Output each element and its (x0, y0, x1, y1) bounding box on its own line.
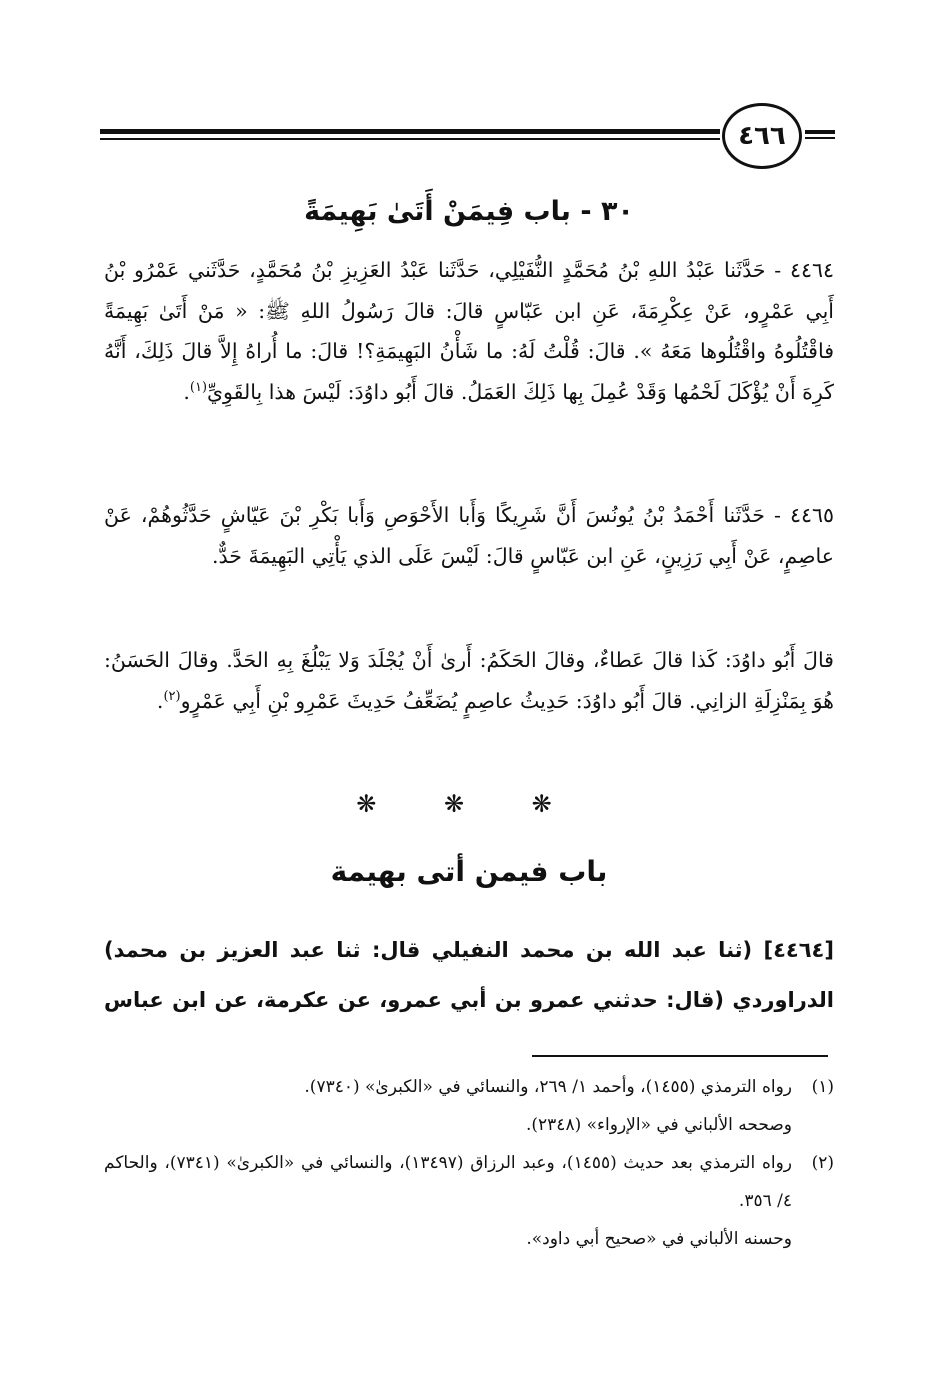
hadith-4464 (104, 250, 834, 412)
commentary-line-1: [٤٤٦٤] (ثنا عبد الله بن محمد النفيلي قال: ثنا عبد العزيز بن محمد) (104, 938, 834, 962)
commentary-line-2: الدراوردي (قال: حدثني عمرو بن أبي عمرو، عن عكرمة، عن ابن عباس (104, 988, 834, 1012)
header-rule (100, 126, 720, 146)
abu-dawud-note-end: . (156, 688, 164, 713)
footnote-body (104, 1144, 792, 1258)
chapter-title: ٣٠ - باب فِيمَنْ أَتَىٰ بَهِيمَةً (304, 196, 634, 227)
abu-dawud-note-text: قالَ أَبُو داوُدَ: كَذا قالَ عَطاءٌ، وقالَ الحَكَمُ: أَرىٰ أَنْ يُجْلَدَ وَلا يَبْلُغَ بِهِ الحَدَّ. وقالَ الحَسَنُ: هُوَ بِمَنْزِلَةِ الزانِي. قالَ أَبُو داوُدَ: حَدِيثُ عاصِمٍ يُضَعِّفُ حَدِيثَ عَمْرِو بْنِ أَبِي عَمْرٍو (104, 648, 834, 713)
hadith-4464-text: ٤٤٦٤ - حَدَّثَنا عَبْدُ اللهِ بْنُ مُحَمَّدٍ النُّفَيْلِي، حَدَّثَنا عَبْدُ العَزِيزِ بْنُ مُحَمَّدٍ، حَدَّثَني عَمْرُو بْنُ أَبِي عَمْرٍو، عَنْ عِكْرِمَةَ، عَنِ ابن عَبّاسٍ قالَ: قالَ رَسُولُ اللهِ ﷺ: « مَنْ أَتَىٰ بَهِيمَةً فاقْتُلُوهُ واقْتُلُوها مَعَهُ ». قالَ: قُلْتُ لَهُ: ما شَأْنُ البَهِيمَةِ؟! قالَ: ما أُراهُ إِلاَّ قالَ ذَلِكَ، أَنَّهُ كَرِهَ أَنْ يُؤْكَلَ لَحْمُها وَقَدْ عُمِلَ بِها ذَلِكَ العَمَلُ. قالَ أَبُو داوُدَ: لَيْسَ هذا بِالقَوِيِّ (104, 258, 834, 404)
footnote-number: (١) (811, 1077, 834, 1097)
footnote-ref-1: (١) (189, 379, 208, 395)
commentary-body (104, 925, 834, 1025)
footnote-rule (532, 1055, 828, 1057)
page-number: ٤٦٦ (722, 103, 802, 169)
hadith-4465 (104, 495, 834, 576)
footnote-2 (104, 1144, 834, 1258)
hadith-4465-text: ٤٤٦٥ - حَدَّثَنا أَحْمَدُ بْنُ يُونُسَ أَنَّ شَرِيكًا وَأَبا الأَحْوَصِ وَأَبا بَكْرِ بْنَ عَيّاشٍ حَدَّثُوهُمْ، عَنْ عاصِمٍ، عَنْ أَبِي رَزِينٍ، عَنِ ابن عَبّاسٍ قالَ: لَيْسَ عَلَى الذي يَأْتِي البَهِيمَةَ حَدٌّ. (104, 503, 834, 568)
footnote-1 (104, 1068, 834, 1144)
section-separator: ❋ ❋ ❋ (356, 790, 582, 818)
footnote-line: وصححه الألباني في «الإرواء» (٢٣٤٨). (526, 1115, 792, 1135)
footnote-body (104, 1068, 792, 1144)
header-rule-right (805, 130, 835, 139)
abu-dawud-note (104, 640, 834, 721)
footnote-line: رواه الترمذي بعد حديث (١٤٥٥)، وعبد الرزاق (١٣٤٩٧)، والنسائي في «الكبرىٰ» (٧٣٤١)، والحاكم ٤/ ٣٥٦. (104, 1153, 793, 1211)
footnote-line: رواه الترمذي (١٤٥٥)، وأحمد ١/ ٢٦٩، والنسائي في «الكبرىٰ» (٧٣٤٠). (304, 1077, 792, 1097)
footnote-ref-2: (٢) (163, 688, 181, 704)
hadith-4464-end: . (183, 379, 190, 404)
footnotes (104, 1068, 834, 1258)
commentary-title: باب فيمن أتى بهيمة (330, 855, 608, 888)
footnote-number: (٢) (811, 1153, 834, 1173)
footnote-line: وحسنه الألباني في «صحيح أبي داود». (526, 1229, 792, 1249)
